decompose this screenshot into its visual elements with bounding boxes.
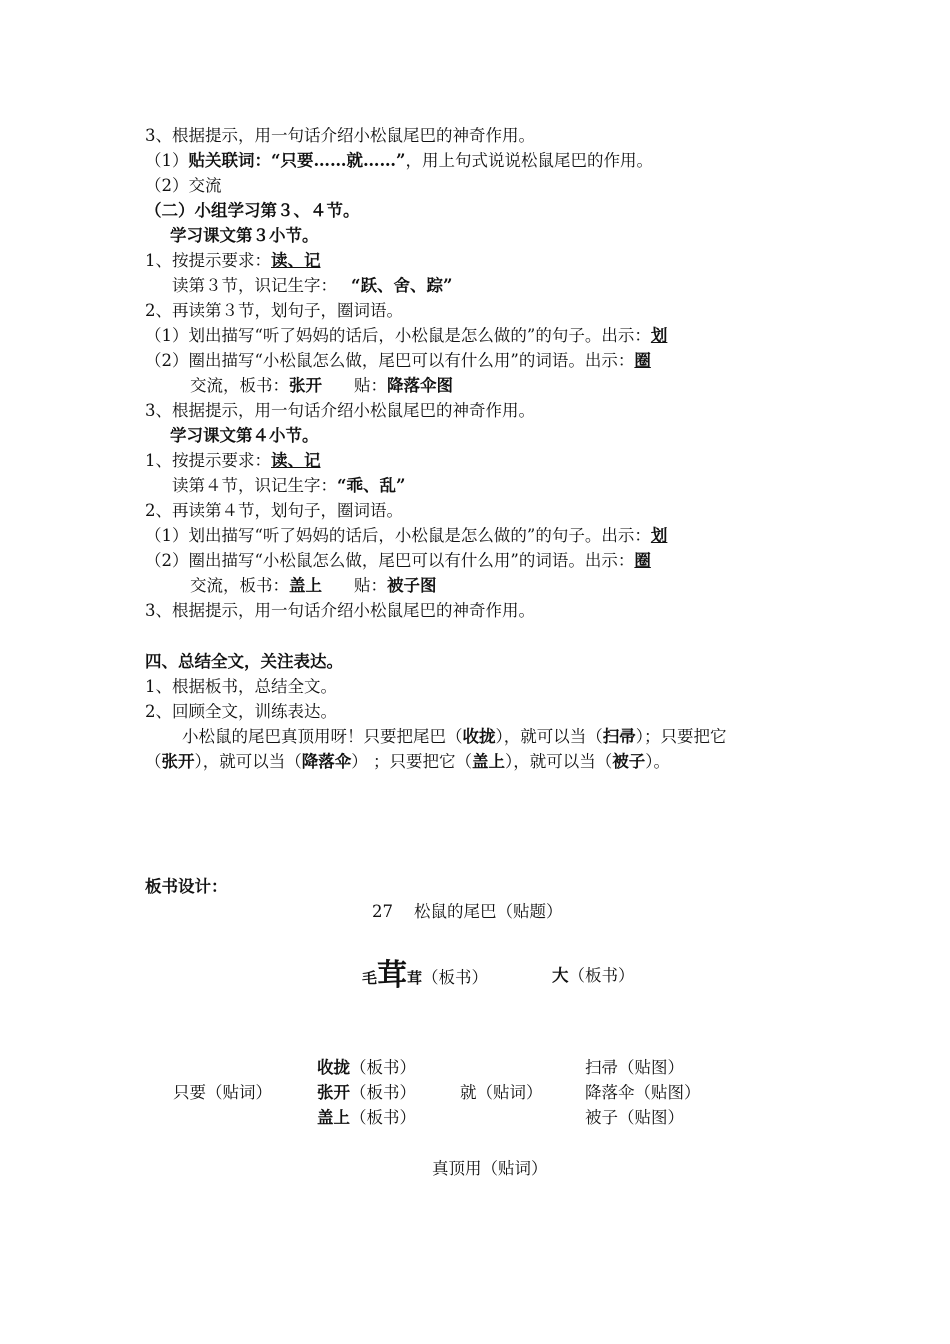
p3-sub1 — [145, 324, 667, 348]
p4-step1-text: 1、按提示要求： — [145, 451, 271, 470]
board-word-1-text: 收拢 — [317, 1058, 350, 1077]
board-note-1: （板书） — [422, 968, 489, 987]
p3-step3: 3、根据提示，用一句话介绍小松鼠尾巴的神奇作用。 — [145, 401, 535, 420]
sp1-word2: 扫帚 — [602, 727, 636, 746]
board-title: 27 松鼠的尾巴（贴题） — [372, 902, 563, 921]
p3-paste-item: 降落伞图 — [387, 376, 453, 395]
p4-board-label: 交流，板书： — [190, 576, 289, 595]
p3-board-label: 交流，板书： — [190, 376, 289, 395]
board-word-2-text: 张开 — [317, 1083, 350, 1102]
group-title: （二）小组学习第３、４节。 — [145, 201, 360, 220]
p3-title: 学习课文第３小节。 — [170, 226, 319, 245]
p4-sub1-text: （1）划出描写“听了妈妈的话后，小松鼠是怎么做的”的句子。出示： — [145, 526, 651, 545]
board-word-2 — [317, 1081, 416, 1105]
sp1-text3: ）；只要把它 — [635, 727, 727, 746]
rong-small-char: 茸 — [407, 969, 423, 987]
sp2-word3: 盖上 — [472, 752, 505, 771]
summary-step1: 1、根据板书，总结全文。 — [145, 677, 337, 696]
p4-sub2 — [145, 549, 651, 573]
p3-read-chars: “跃、舍、踪” — [351, 276, 453, 295]
board-bottom: 真顶用（贴词） — [432, 1159, 548, 1178]
mao-char: 毛 — [362, 969, 378, 987]
p4-board-word: 盖上 — [289, 576, 322, 595]
p3-sub1-key: 划 — [650, 326, 668, 345]
sub2-line: （2）交流 — [145, 176, 222, 195]
sp2-word4: 被子 — [612, 752, 646, 771]
sub1-bold: 贴关联词：“只要……就……” — [188, 151, 406, 170]
p4-step1-key: 读、记 — [271, 451, 321, 470]
board-pic-2: 降落伞（贴图） — [585, 1083, 701, 1102]
p4-board — [190, 574, 437, 598]
p3-paste-label: 贴： — [354, 376, 387, 395]
sp2-text3: ），就可以当（ — [505, 752, 613, 771]
p4-read-chars: “乖、乱” — [337, 476, 406, 495]
p3-sub2-key: 圈 — [634, 351, 651, 370]
p4-step2: 2、再读第４节，划句子，圈词语。 — [145, 501, 403, 520]
board-zhiyao: 只要（贴词） — [173, 1083, 272, 1102]
summary-step2: 2、回顾全文，训练表达。 — [145, 702, 337, 721]
p3-board — [190, 374, 453, 398]
sub1-prefix: （1） — [145, 151, 189, 170]
sp2-word1: 张开 — [161, 752, 195, 771]
p3-read — [172, 274, 452, 298]
board-word-1-note: （板书） — [350, 1058, 416, 1077]
p4-read-text: 读第４节，识记生字： — [172, 476, 337, 495]
board-jiu: 就（贴词） — [460, 1083, 543, 1102]
board-note-2: （板书） — [568, 966, 635, 985]
p4-paste-label: 贴： — [354, 576, 387, 595]
p4-step3: 3、根据提示，用一句话介绍小松鼠尾巴的神奇作用。 — [145, 601, 535, 620]
board-label: 板书设计： — [145, 877, 228, 896]
p3-sub2-text: （2）圈出描写“小松鼠怎么做，尾巴可以有什么用”的词语。出示： — [145, 351, 635, 370]
p3-sub1-text: （1）划出描写“听了妈妈的话后，小松鼠是怎么做的”的句子。出示： — [145, 326, 651, 345]
p3-step1-text: 1、按提示要求： — [145, 251, 271, 270]
sp2-text1: ），就可以当（ — [194, 752, 302, 771]
sub1-rest: ，用上句式说说松鼠尾巴的作用。 — [405, 151, 653, 170]
sub1-line — [145, 149, 653, 173]
p4-step1 — [145, 449, 321, 473]
sp2-text2: ） ；只要把它（ — [351, 752, 472, 771]
p3-board-word: 张开 — [289, 376, 322, 395]
sp1-text: 小松鼠的尾巴真顶用呀！只要把尾巴（ — [182, 727, 463, 746]
p4-title: 学习课文第４小节。 — [170, 426, 319, 445]
p4-sub2-text: （2）圈出描写“小松鼠怎么做，尾巴可以有什么用”的词语。出示： — [145, 551, 635, 570]
board-pic-3: 被子（贴图） — [585, 1108, 684, 1127]
p4-sub2-key: 圈 — [634, 551, 651, 570]
summary-para-line1 — [182, 725, 727, 749]
p3-step2: 2、再读第３节，划句子，圈词语。 — [145, 301, 403, 320]
step3-line: 3、根据提示，用一句话介绍小松鼠尾巴的神奇作用。 — [145, 126, 535, 145]
p4-sub1 — [145, 524, 667, 548]
p3-step1-key: 读、记 — [271, 251, 321, 270]
board-word-3-note: （板书） — [350, 1108, 416, 1127]
rong-big-char: 茸 — [377, 958, 408, 993]
p4-read — [172, 474, 405, 498]
p4-paste-item: 被子图 — [387, 576, 437, 595]
sp2-word2: 降落伞 — [301, 752, 352, 771]
board-maorong — [362, 958, 488, 996]
sp2-open: （ — [145, 752, 162, 771]
sp1-word1: 收拢 — [462, 727, 496, 746]
board-word-2-note: （板书） — [350, 1083, 416, 1102]
summary-title: 四、总结全文，关注表达。 — [145, 652, 343, 671]
sp1-text2: ），就可以当（ — [495, 727, 603, 746]
board-pic-1: 扫帚（贴图） — [585, 1058, 684, 1077]
p3-read-text: 读第３节，识记生字： — [172, 276, 337, 295]
p3-sub2 — [145, 349, 651, 373]
board-word-3-text: 盖上 — [317, 1108, 350, 1127]
board-da — [552, 964, 635, 988]
summary-para-line2 — [145, 750, 670, 774]
sp2-close: ）。 — [645, 752, 670, 771]
board-word-3 — [317, 1106, 416, 1130]
p3-step1 — [145, 249, 321, 273]
da-char: 大 — [552, 966, 569, 985]
p4-sub1-key: 划 — [650, 526, 668, 545]
board-word-1 — [317, 1056, 416, 1080]
